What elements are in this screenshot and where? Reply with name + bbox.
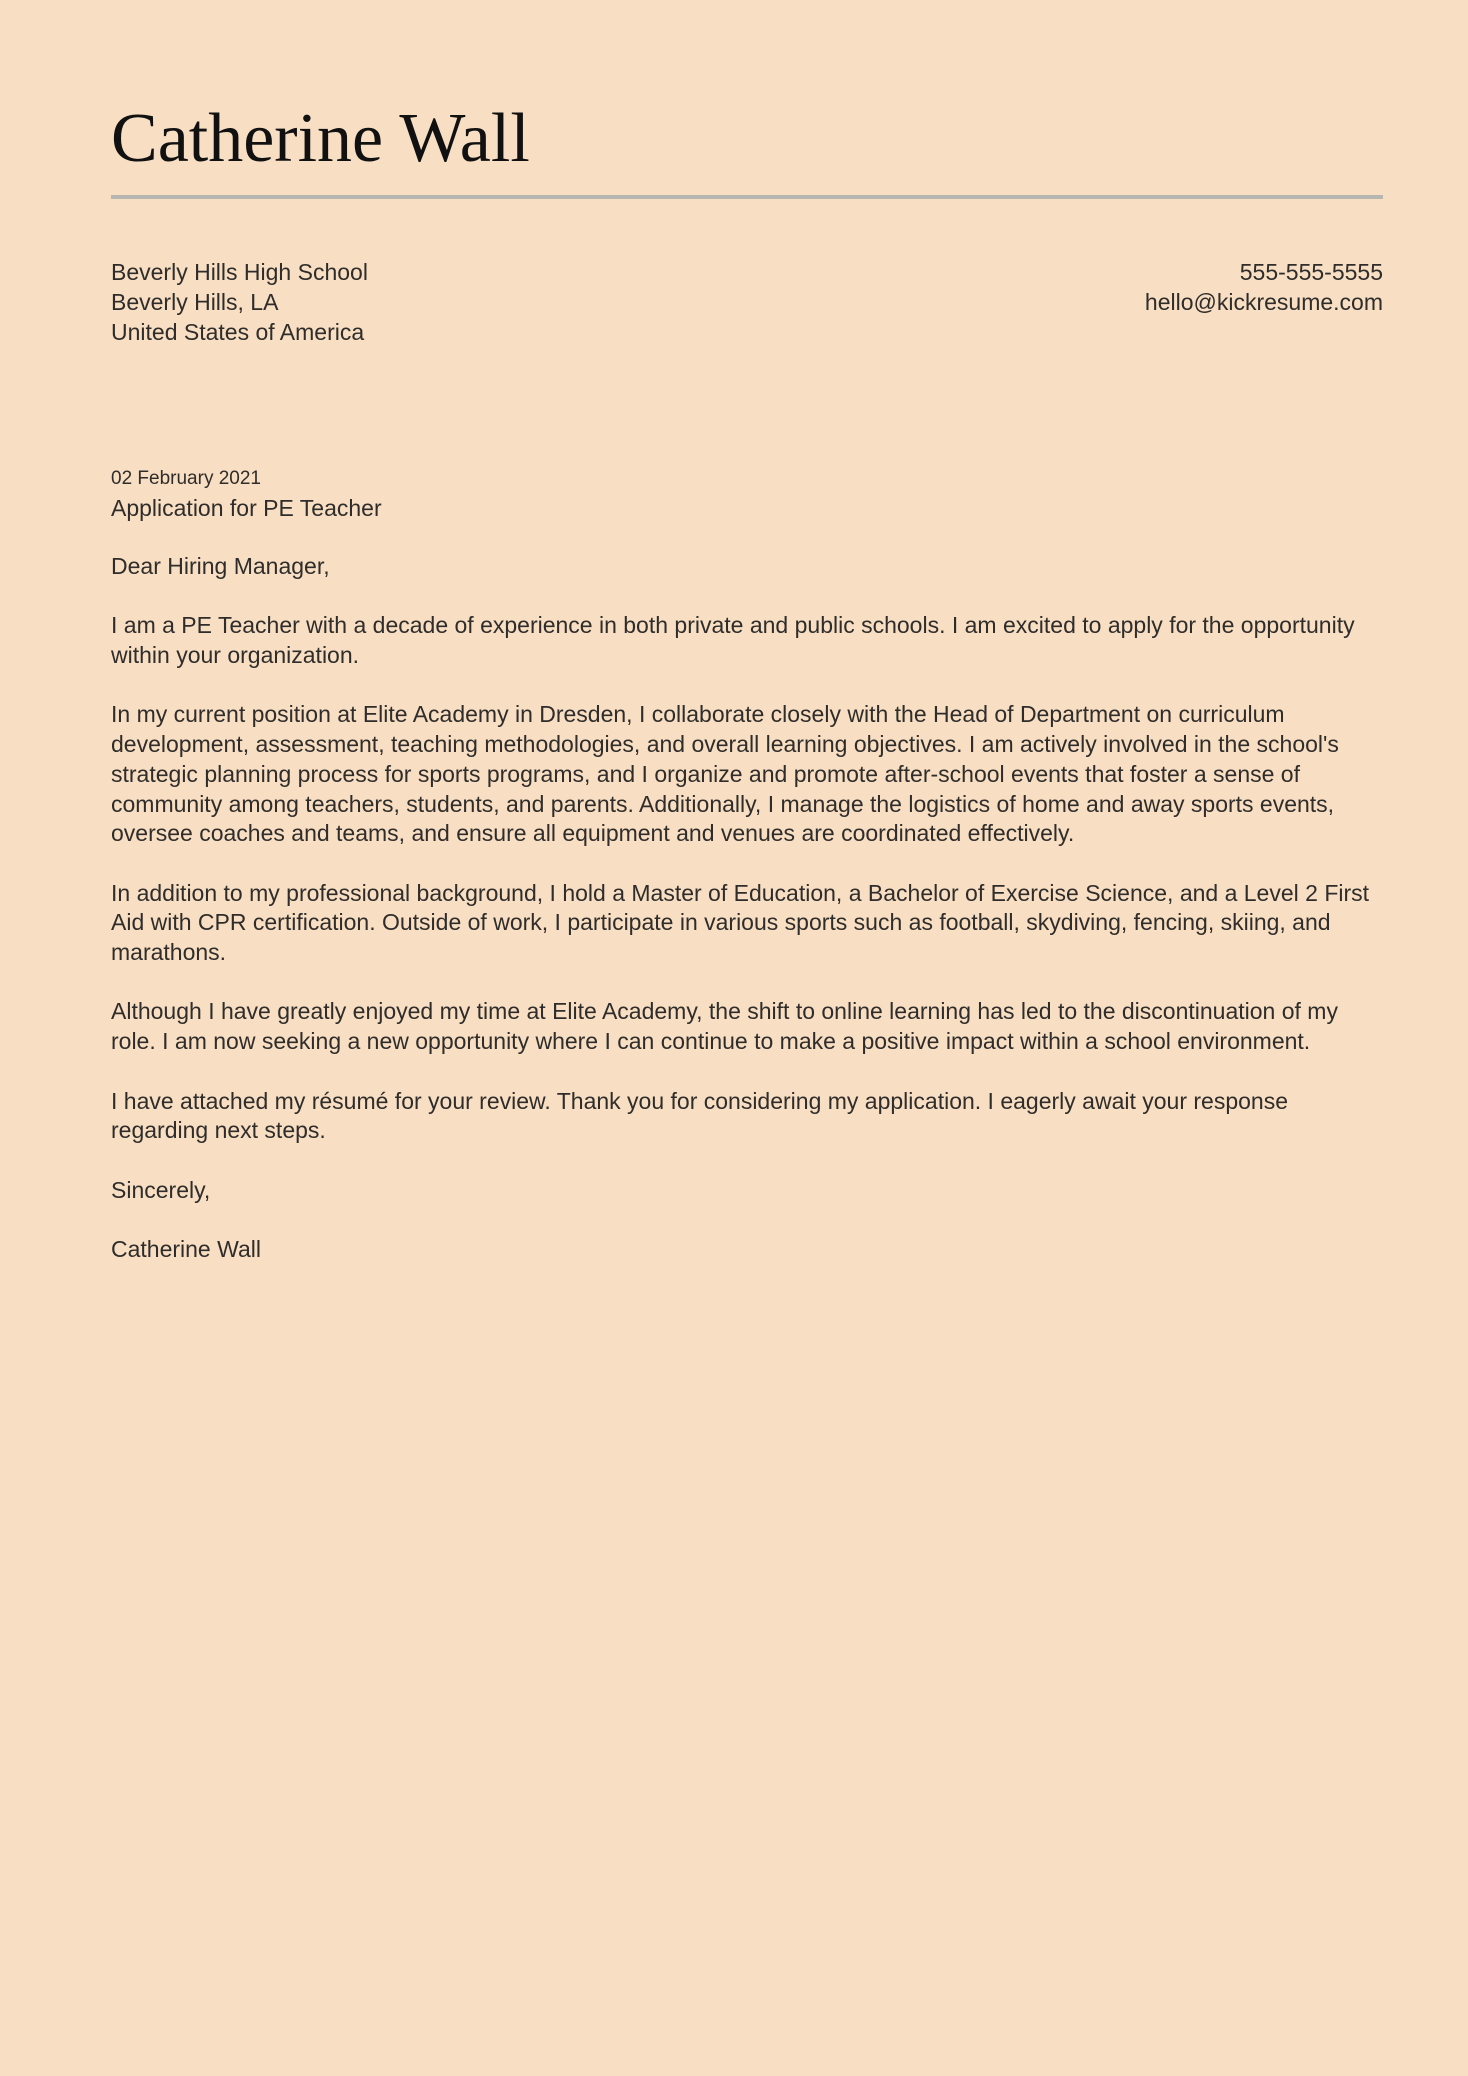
paragraph-qualifications — [111, 879, 1383, 968]
paragraph-line: Aid with CPR certification. Outside of work, I participate in various sports such as football, skydiving, fencing, skiing, and — [111, 909, 1331, 936]
applicant-name: Catherine Wall — [111, 100, 530, 177]
email-address: hello@kickresume.com — [1144, 289, 1383, 315]
paragraph-experience — [111, 611, 1383, 670]
recipient-country: United States of America — [111, 319, 365, 345]
paragraph-line: marathons. — [111, 939, 227, 966]
letter-date: 02 February 2021 — [111, 468, 261, 489]
closing: Sincerely, — [111, 1176, 211, 1203]
paragraph-line: oversee coaches and teams, and ensure all equipment and venues are coordinated effectively. — [111, 820, 1075, 847]
paragraph-line: I am a PE Teacher with a decade of experience in both private and public schools. I am excited to apply for the opportunity — [111, 612, 1355, 639]
recipient-city: Beverly Hills, LA — [111, 289, 279, 315]
phone-number: 555-555-5555 — [1239, 259, 1383, 285]
recipient-organization: Beverly Hills High School — [111, 259, 368, 285]
paragraph-line: In my current position at Elite Academy in Dresden, I collaborate closely with the Head of Department on curriculum — [111, 701, 1285, 728]
paragraph-line: strategic planning process for sports programs, and I organize and promote after-school events that foster a sense of — [111, 760, 1300, 787]
greeting: Dear Hiring Manager, — [111, 553, 330, 579]
paragraph-reason — [111, 997, 1383, 1056]
paragraph-line: community among teachers, students, and parents. Additionally, I manage the logistics of home and away sports events, — [111, 790, 1335, 817]
paragraph-closing-remarks — [111, 1087, 1383, 1146]
paragraph-line: In addition to my professional background, I hold a Master of Education, a Bachelor of Exercise Science, and a Level 2 First — [111, 879, 1370, 906]
paragraph-line: development, assessment, teaching methodologies, and overall learning objectives. I am actively involved in the school's — [111, 731, 1339, 758]
letter-subject: Application for PE Teacher — [111, 495, 382, 521]
header-divider — [111, 195, 1383, 199]
paragraph-line: I have attached my résumé for your review. Thank you for considering my application. I eagerly await your response — [111, 1087, 1288, 1114]
recipient-address — [111, 257, 368, 347]
paragraph-line: Although I have greatly enjoyed my time at Elite Academy, the shift to online learning has led to the discontinuation of my — [111, 998, 1338, 1025]
applicant-contact — [1145, 257, 1383, 317]
letter-body — [111, 552, 1383, 1294]
paragraph-line: regarding next steps. — [111, 1117, 326, 1144]
paragraph-line: role. I am now seeking a new opportunity where I can continue to make a positive impact within a school environment. — [111, 1028, 1311, 1055]
paragraph-line: within your organization. — [111, 642, 360, 669]
signature: Catherine Wall — [111, 1236, 261, 1263]
paragraph-current-position — [111, 700, 1383, 849]
cover-letter-page — [111, 0, 1383, 2076]
